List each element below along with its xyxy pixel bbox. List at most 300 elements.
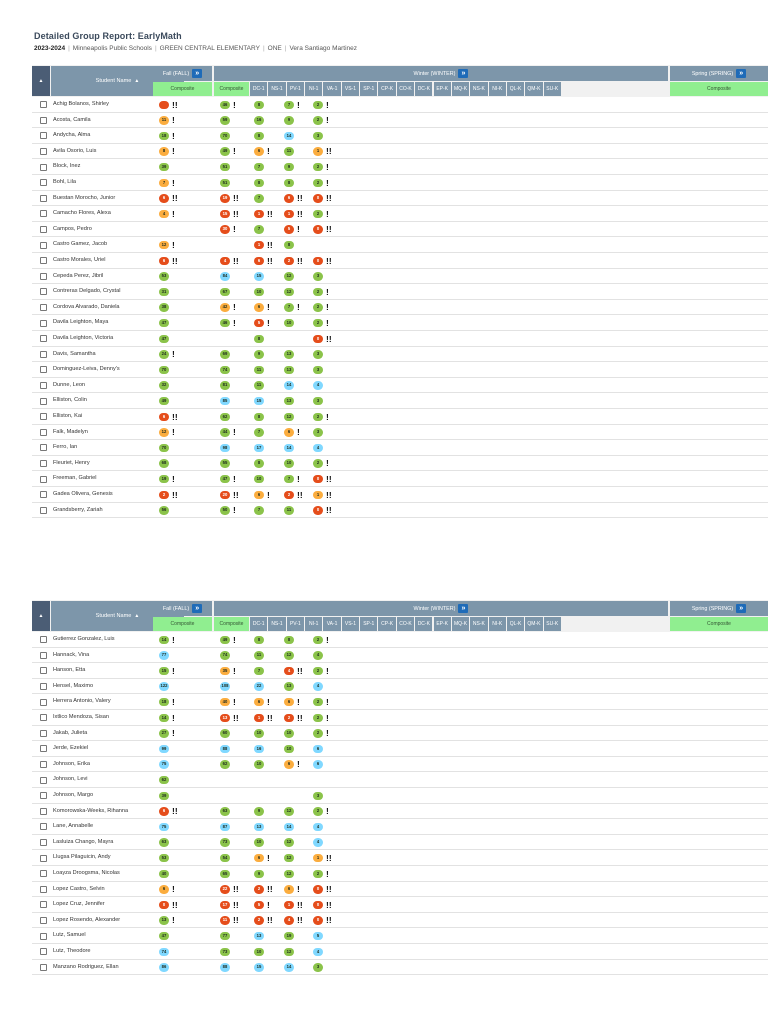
winter-col-dc-k[interactable]: DC-K bbox=[415, 82, 432, 96]
row-checkbox[interactable] bbox=[40, 460, 47, 467]
score-badge-green[interactable]: 54 bbox=[220, 854, 230, 863]
score-badge-green[interactable]: 11 bbox=[254, 651, 264, 660]
score-badge-green[interactable]: 68 bbox=[159, 459, 169, 468]
row-checkbox[interactable] bbox=[40, 964, 47, 971]
student-name[interactable]: Llugsa Pilaguicin, Andy bbox=[53, 854, 111, 861]
score-badge-red[interactable]: 5 bbox=[254, 901, 264, 910]
score-badge-orange[interactable]: 6 bbox=[284, 885, 294, 894]
score-badge-blue[interactable]: 6 bbox=[313, 760, 323, 769]
score-badge-red[interactable]: 0 bbox=[159, 901, 169, 910]
student-name[interactable]: Elliston, Kai bbox=[53, 413, 83, 419]
score-badge-red[interactable]: 2 bbox=[284, 714, 294, 723]
score-badge-green[interactable]: 47 bbox=[159, 319, 169, 328]
score-badge-orange[interactable]: 1 bbox=[313, 854, 323, 863]
score-badge-blue[interactable]: 14 bbox=[284, 381, 294, 390]
winter-col-ns-k[interactable]: NS-K bbox=[470, 617, 487, 631]
winter-col-qm-k[interactable]: QM-K bbox=[525, 82, 542, 96]
score-badge-green[interactable]: 3 bbox=[313, 132, 323, 141]
score-badge-green[interactable]: 27 bbox=[159, 729, 169, 738]
winter-col-vs-1[interactable]: VS-1 bbox=[342, 617, 359, 631]
score-badge-red[interactable]: 6 bbox=[159, 807, 169, 816]
score-badge-green[interactable]: 65 bbox=[220, 870, 230, 879]
student-name[interactable]: Elliston, Colin bbox=[53, 397, 87, 404]
student-name[interactable]: Johnson, Levi bbox=[53, 776, 88, 783]
student-name[interactable]: Block, Inez bbox=[53, 163, 81, 170]
score-badge-red[interactable]: 1 bbox=[284, 901, 294, 910]
score-badge-blue[interactable]: 13 bbox=[254, 932, 264, 941]
score-badge-blue[interactable]: 14 bbox=[284, 444, 294, 453]
score-badge-green[interactable]: 8 bbox=[284, 241, 294, 250]
score-badge-blue[interactable]: 74 bbox=[159, 948, 169, 957]
score-badge-green[interactable]: 77 bbox=[220, 932, 230, 941]
score-badge-red[interactable]: 0 bbox=[313, 194, 323, 203]
score-badge-blue[interactable]: 88 bbox=[220, 963, 230, 972]
score-badge-red[interactable]: 1 bbox=[254, 714, 264, 723]
score-badge-green[interactable]: 2 bbox=[313, 729, 323, 738]
student-name[interactable]: Camacho Flores, Alexa bbox=[53, 210, 111, 217]
sort-asc-icon[interactable]: ▲ bbox=[134, 78, 140, 84]
score-badge-blue[interactable]: 4 bbox=[313, 838, 323, 847]
score-badge-orange[interactable]: 6 bbox=[254, 698, 264, 707]
score-badge-green[interactable]: 2 bbox=[313, 807, 323, 816]
spring-header-expand-button[interactable]: » bbox=[736, 69, 746, 78]
score-badge-green[interactable]: 10 bbox=[254, 729, 264, 738]
winter-header-expand-button[interactable]: » bbox=[458, 604, 468, 613]
score-badge-green[interactable]: 59 bbox=[220, 116, 230, 125]
score-badge-green[interactable]: 13 bbox=[284, 397, 294, 406]
score-badge-green[interactable]: 7 bbox=[254, 667, 264, 676]
score-badge-green[interactable]: 47 bbox=[220, 475, 230, 484]
winter-col-ns-k[interactable]: NS-K bbox=[470, 82, 487, 96]
score-badge-red[interactable]: 0 bbox=[313, 916, 323, 925]
row-checkbox[interactable] bbox=[40, 444, 47, 451]
row-checkbox[interactable] bbox=[40, 413, 47, 420]
score-badge-green[interactable]: 2 bbox=[313, 116, 323, 125]
score-badge-blue[interactable]: 14 bbox=[284, 823, 294, 832]
score-badge-red[interactable]: 19 bbox=[220, 194, 230, 203]
score-badge-blue[interactable]: 84 bbox=[220, 272, 230, 281]
winter-col-ep-k[interactable]: EP-K bbox=[434, 617, 451, 631]
score-badge-green[interactable]: 11 bbox=[284, 147, 294, 156]
score-badge-green[interactable]: 10 bbox=[284, 459, 294, 468]
score-badge-orange[interactable]: 40 bbox=[220, 698, 230, 707]
score-badge-red[interactable]: 5 bbox=[254, 319, 264, 328]
student-name[interactable]: Jerde, Ezekiel bbox=[53, 745, 89, 752]
row-checkbox[interactable] bbox=[40, 777, 47, 784]
score-badge-green[interactable]: 13 bbox=[284, 682, 294, 691]
score-badge-green[interactable]: 3 bbox=[313, 792, 323, 801]
student-name[interactable]: Cordova Alvarado, Daniela bbox=[53, 303, 120, 310]
row-checkbox[interactable] bbox=[40, 226, 47, 233]
spring-composite-header[interactable]: Composite bbox=[670, 617, 768, 631]
score-badge-green[interactable]: 8 bbox=[254, 132, 264, 141]
score-badge-green[interactable]: 2 bbox=[313, 714, 323, 723]
score-badge-green[interactable]: 12 bbox=[284, 870, 294, 879]
winter-col-composite[interactable]: Composite bbox=[214, 82, 249, 96]
score-badge-orange[interactable]: 1 bbox=[313, 491, 323, 500]
score-badge-green[interactable]: 18 bbox=[159, 132, 169, 141]
score-badge-red[interactable]: 17 bbox=[220, 901, 230, 910]
score-badge-green[interactable]: 8 bbox=[254, 179, 264, 188]
score-badge-green[interactable]: 13 bbox=[284, 366, 294, 375]
score-badge-red[interactable]: 6 bbox=[159, 257, 169, 266]
student-name[interactable]: Lasluiza Chango, Mayra bbox=[53, 838, 114, 845]
score-badge-blue[interactable]: 4 bbox=[313, 823, 323, 832]
score-badge-green[interactable]: 2 bbox=[313, 288, 323, 297]
score-badge-green[interactable]: 10 bbox=[254, 760, 264, 769]
score-badge-green[interactable]: 10 bbox=[284, 745, 294, 754]
score-badge-green[interactable]: 3 bbox=[313, 350, 323, 359]
score-badge-green[interactable]: 44 bbox=[220, 428, 230, 437]
score-badge-green[interactable]: 3 bbox=[313, 963, 323, 972]
score-badge-red[interactable]: 1 bbox=[254, 241, 264, 250]
winter-col-co-k[interactable]: CO-K bbox=[397, 82, 414, 96]
score-badge-blue[interactable]: 85 bbox=[220, 397, 230, 406]
score-badge-orange[interactable]: 6 bbox=[159, 885, 169, 894]
winter-header-expand-button[interactable]: » bbox=[458, 69, 468, 78]
row-checkbox[interactable] bbox=[40, 320, 47, 327]
score-badge-green[interactable]: 2 bbox=[313, 319, 323, 328]
select-all-sort-icon[interactable]: ▲ bbox=[32, 601, 50, 631]
score-badge-green[interactable]: 10 bbox=[254, 475, 264, 484]
student-name[interactable]: Davila Leighton, Maya bbox=[53, 319, 109, 326]
score-badge-green[interactable]: 47 bbox=[159, 932, 169, 941]
winter-col-dc-1[interactable]: DC-1 bbox=[250, 82, 267, 96]
score-badge-green[interactable]: 8 bbox=[254, 335, 264, 344]
winter-col-su-k[interactable]: SU-K bbox=[544, 617, 561, 631]
score-badge-red[interactable]: 6 bbox=[159, 194, 169, 203]
score-badge-blue[interactable]: 13 bbox=[254, 823, 264, 832]
fall-header-expand-button[interactable]: » bbox=[192, 69, 202, 78]
winter-col-ql-k[interactable]: QL-K bbox=[507, 617, 524, 631]
score-badge-orange[interactable]: 6 bbox=[254, 491, 264, 500]
row-checkbox[interactable] bbox=[40, 242, 47, 249]
row-checkbox[interactable] bbox=[40, 304, 47, 311]
score-badge-green[interactable]: 10 bbox=[254, 288, 264, 297]
score-badge-red[interactable]: 6 bbox=[159, 413, 169, 422]
score-badge-green[interactable]: 7 bbox=[284, 101, 294, 110]
score-badge-blue[interactable]: 14 bbox=[284, 963, 294, 972]
score-badge-blue[interactable]: 22 bbox=[254, 682, 264, 691]
student-name[interactable]: Freeman, Gabriel bbox=[53, 475, 97, 482]
student-name[interactable]: Loayza Droogsma, Nicolas bbox=[53, 870, 120, 876]
score-badge-red[interactable]: 0 bbox=[313, 257, 323, 266]
score-badge-green[interactable]: 7 bbox=[254, 428, 264, 437]
student-name[interactable]: Castro Morales, Uriel bbox=[53, 257, 106, 263]
score-badge-green[interactable]: 12 bbox=[284, 807, 294, 816]
score-badge-orange[interactable]: 8 bbox=[159, 147, 169, 156]
row-checkbox[interactable] bbox=[40, 491, 47, 498]
score-badge-green[interactable]: 14 bbox=[159, 714, 169, 723]
row-checkbox[interactable] bbox=[40, 948, 47, 955]
student-name[interactable]: Grandsberry, Zariah bbox=[53, 506, 103, 513]
row-checkbox[interactable] bbox=[40, 792, 47, 799]
score-badge-green[interactable]: 2 bbox=[313, 413, 323, 422]
student-name[interactable]: Hanson, Etta bbox=[53, 667, 86, 674]
winter-col-va-1[interactable]: VA-1 bbox=[323, 82, 340, 96]
student-name[interactable]: Hensel, Maximo bbox=[53, 682, 94, 689]
row-checkbox[interactable] bbox=[40, 683, 47, 690]
select-all-sort-icon[interactable]: ▲ bbox=[32, 66, 50, 96]
row-checkbox[interactable] bbox=[40, 886, 47, 893]
score-badge-red[interactable]: 4 bbox=[220, 257, 230, 266]
score-badge-blue[interactable]: 6 bbox=[313, 745, 323, 754]
row-checkbox[interactable] bbox=[40, 164, 47, 171]
breadcrumb-grade[interactable]: ONE bbox=[267, 45, 282, 52]
score-badge-green[interactable]: 56 bbox=[159, 506, 169, 515]
winter-col-ni-k[interactable]: NI-K bbox=[489, 82, 506, 96]
score-badge-red[interactable]: 13 bbox=[220, 714, 230, 723]
winter-col-cp-k[interactable]: CP-K bbox=[378, 82, 395, 96]
fall-header-expand-button[interactable]: » bbox=[192, 604, 202, 613]
score-badge-green[interactable]: 4 bbox=[313, 651, 323, 660]
student-name[interactable]: Buestan Morocho, Junior bbox=[53, 194, 116, 201]
row-checkbox[interactable] bbox=[40, 507, 47, 514]
row-checkbox[interactable] bbox=[40, 917, 47, 924]
score-badge-green[interactable]: 49 bbox=[220, 636, 230, 645]
winter-col-cp-k[interactable]: CP-K bbox=[378, 617, 395, 631]
score-badge-green[interactable]: 74 bbox=[220, 651, 230, 660]
winter-col-qm-k[interactable]: QM-K bbox=[525, 617, 542, 631]
score-badge-orange[interactable]: 12 bbox=[159, 241, 169, 250]
score-badge-green[interactable]: 12 bbox=[284, 288, 294, 297]
score-badge-green[interactable]: 2 bbox=[313, 698, 323, 707]
student-name[interactable]: Andycha, Alma bbox=[53, 132, 91, 139]
winter-col-su-k[interactable]: SU-K bbox=[544, 82, 561, 96]
row-checkbox[interactable] bbox=[40, 761, 47, 768]
winter-col-co-k[interactable]: CO-K bbox=[397, 617, 414, 631]
score-badge-orange[interactable]: 12 bbox=[159, 428, 169, 437]
score-badge-green[interactable]: 11 bbox=[254, 366, 264, 375]
score-badge-green[interactable]: 12 bbox=[284, 948, 294, 957]
score-badge-green[interactable]: 13 bbox=[159, 916, 169, 925]
score-badge-red[interactable]: 0 bbox=[313, 506, 323, 515]
winter-col-ql-k[interactable]: QL-K bbox=[507, 82, 524, 96]
winter-col-mq-k[interactable]: MQ-K bbox=[452, 82, 469, 96]
score-badge-blue[interactable]: 86 bbox=[159, 963, 169, 972]
row-checkbox[interactable] bbox=[40, 667, 47, 674]
score-badge-green[interactable]: 9 bbox=[284, 116, 294, 125]
score-badge-green[interactable]: 69 bbox=[220, 350, 230, 359]
student-name[interactable]: Lane, Annabelle bbox=[53, 823, 94, 830]
spring-composite-header[interactable]: Composite bbox=[670, 82, 768, 96]
winter-col-ni-1[interactable]: NI-1 bbox=[305, 617, 322, 631]
score-badge-green[interactable]: 9 bbox=[284, 163, 294, 172]
score-badge-green[interactable]: 2 bbox=[313, 179, 323, 188]
score-badge-blue[interactable]: 77 bbox=[159, 651, 169, 660]
score-badge-green[interactable]: 7 bbox=[254, 225, 264, 234]
score-badge-green[interactable]: 40 bbox=[159, 870, 169, 879]
score-badge-blue[interactable]: 122 bbox=[159, 682, 169, 691]
student-name[interactable]: Lopez Rosendo, Alexander bbox=[53, 916, 121, 923]
student-name[interactable]: Lopez Castro, Selvin bbox=[53, 885, 105, 892]
row-checkbox[interactable] bbox=[40, 901, 47, 908]
score-badge-red[interactable]: 1 bbox=[284, 210, 294, 219]
row-checkbox[interactable] bbox=[40, 808, 47, 815]
student-name[interactable]: Campos, Pedro bbox=[53, 225, 92, 232]
score-badge-green[interactable]: 11 bbox=[284, 506, 294, 515]
breadcrumb-district[interactable]: Minneapolis Public Schools bbox=[72, 45, 152, 52]
score-badge-orange[interactable]: 35 bbox=[220, 667, 230, 676]
score-badge-green[interactable]: 10 bbox=[254, 948, 264, 957]
score-badge-green[interactable]: 74 bbox=[220, 366, 230, 375]
score-badge-red[interactable]: 4 bbox=[284, 667, 294, 676]
score-badge-green[interactable]: 81 bbox=[220, 381, 230, 390]
score-badge-green[interactable]: 53 bbox=[159, 854, 169, 863]
score-badge-green[interactable]: 2 bbox=[313, 667, 323, 676]
score-badge-red[interactable]: 30 bbox=[220, 225, 230, 234]
student-name[interactable]: Achig Bolanos, Shirley bbox=[53, 101, 109, 107]
score-badge-green[interactable]: 50 bbox=[220, 506, 230, 515]
breadcrumb-school[interactable]: GREEN CENTRAL ELEMENTARY bbox=[159, 45, 260, 52]
score-badge-green[interactable]: 3 bbox=[313, 366, 323, 375]
score-badge-green[interactable]: 19 bbox=[159, 475, 169, 484]
score-badge-green[interactable]: 8 bbox=[284, 636, 294, 645]
winter-col-ni-k[interactable]: NI-K bbox=[489, 617, 506, 631]
score-badge-orange[interactable]: 42 bbox=[220, 303, 230, 312]
score-badge-green[interactable]: 7 bbox=[254, 194, 264, 203]
student-name[interactable]: Davis, Samantha bbox=[53, 350, 96, 357]
score-badge-green[interactable]: 24 bbox=[159, 350, 169, 359]
score-badge-red[interactable]: 0 bbox=[313, 901, 323, 910]
row-checkbox[interactable] bbox=[40, 636, 47, 643]
winter-col-ns-1[interactable]: NS-1 bbox=[268, 82, 285, 96]
student-name[interactable]: Johnson, Erika bbox=[53, 760, 91, 767]
score-badge-green[interactable]: 12 bbox=[284, 854, 294, 863]
score-badge-green[interactable]: 11 bbox=[254, 381, 264, 390]
row-checkbox[interactable] bbox=[40, 398, 47, 405]
winter-col-dc-1[interactable]: DC-1 bbox=[250, 617, 267, 631]
score-badge-orange[interactable]: 6 bbox=[254, 303, 264, 312]
student-name[interactable]: Komorowska-Weeks, Rihanna bbox=[53, 807, 129, 814]
fall-composite-header[interactable]: Composite bbox=[153, 82, 212, 96]
score-badge-green[interactable]: 12 bbox=[284, 272, 294, 281]
score-badge-green[interactable]: 31 bbox=[159, 288, 169, 297]
score-badge-green[interactable]: 8 bbox=[254, 413, 264, 422]
fall-composite-header[interactable]: Composite bbox=[153, 617, 212, 631]
winter-col-sp-1[interactable]: SP-1 bbox=[360, 82, 377, 96]
winter-col-ns-1[interactable]: NS-1 bbox=[268, 617, 285, 631]
student-name[interactable]: Gutierrez Gonzalez, Luis bbox=[53, 636, 115, 642]
spring-header-expand-button[interactable]: » bbox=[736, 604, 746, 613]
winter-col-dc-k[interactable]: DC-K bbox=[415, 617, 432, 631]
student-name[interactable]: Acosta, Camila bbox=[53, 116, 91, 123]
score-badge-red[interactable]: 6 bbox=[254, 257, 264, 266]
score-badge-green[interactable]: 10 bbox=[284, 729, 294, 738]
score-badge-green[interactable]: 7 bbox=[254, 163, 264, 172]
row-checkbox[interactable] bbox=[40, 870, 47, 877]
student-name[interactable]: Ferro, Ian bbox=[53, 444, 78, 451]
student-name[interactable]: Jakab, Julieta bbox=[53, 729, 88, 736]
score-badge-green[interactable]: 8 bbox=[254, 101, 264, 110]
winter-col-sp-1[interactable]: SP-1 bbox=[360, 617, 377, 631]
row-checkbox[interactable] bbox=[40, 257, 47, 264]
row-checkbox[interactable] bbox=[40, 855, 47, 862]
student-name[interactable]: Lutz, Theodore bbox=[53, 948, 91, 954]
row-checkbox[interactable] bbox=[40, 273, 47, 280]
winter-col-composite[interactable]: Composite bbox=[214, 617, 249, 631]
score-badge-blue[interactable]: 15 bbox=[254, 963, 264, 972]
row-checkbox[interactable] bbox=[40, 382, 47, 389]
score-badge-red[interactable]: 20 bbox=[220, 491, 230, 500]
row-checkbox[interactable] bbox=[40, 652, 47, 659]
score-badge-green[interactable]: 8 bbox=[284, 179, 294, 188]
score-badge-green[interactable]: 16 bbox=[254, 116, 264, 125]
score-badge-red[interactable] bbox=[159, 101, 169, 110]
score-badge-red[interactable]: 22 bbox=[220, 885, 230, 894]
score-badge-green[interactable]: 14 bbox=[159, 636, 169, 645]
score-badge-green[interactable]: 2 bbox=[313, 101, 323, 110]
score-badge-blue[interactable]: 5 bbox=[313, 932, 323, 941]
score-badge-red[interactable]: 11 bbox=[220, 916, 230, 925]
score-badge-green[interactable]: 63 bbox=[159, 838, 169, 847]
student-name[interactable]: Lutz, Samuel bbox=[53, 932, 86, 939]
score-badge-green[interactable]: 3 bbox=[313, 397, 323, 406]
score-badge-blue[interactable]: 4 bbox=[313, 948, 323, 957]
row-checkbox[interactable] bbox=[40, 933, 47, 940]
student-name[interactable]: Manzano Rodriguez, Ellan bbox=[53, 963, 119, 970]
score-badge-green[interactable]: 12 bbox=[284, 838, 294, 847]
score-badge-green[interactable]: 2 bbox=[313, 303, 323, 312]
score-badge-green[interactable]: 70 bbox=[159, 366, 169, 375]
score-badge-blue[interactable]: 16 bbox=[254, 745, 264, 754]
student-name[interactable]: Castro Gamez, Jacob bbox=[53, 241, 108, 248]
score-badge-green[interactable]: 2 bbox=[313, 459, 323, 468]
score-badge-blue[interactable]: 87 bbox=[220, 823, 230, 832]
score-badge-red[interactable]: 0 bbox=[313, 475, 323, 484]
score-badge-blue[interactable]: 17 bbox=[254, 444, 264, 453]
row-checkbox[interactable] bbox=[40, 745, 47, 752]
winter-col-va-1[interactable]: VA-1 bbox=[323, 617, 340, 631]
row-checkbox[interactable] bbox=[40, 148, 47, 155]
winter-col-mq-k[interactable]: MQ-K bbox=[452, 617, 469, 631]
student-name[interactable]: Lopez Cruz, Jennifer bbox=[53, 901, 105, 908]
score-badge-red[interactable]: 0 bbox=[313, 885, 323, 894]
student-name[interactable]: Avila Osorio, Luis bbox=[53, 147, 97, 154]
score-badge-blue[interactable]: 15 bbox=[254, 397, 264, 406]
score-badge-red[interactable]: 2 bbox=[254, 885, 264, 894]
score-badge-green[interactable]: 19 bbox=[284, 932, 294, 941]
score-badge-red[interactable]: 2 bbox=[254, 916, 264, 925]
winter-col-vs-1[interactable]: VS-1 bbox=[342, 82, 359, 96]
score-badge-green[interactable]: 8 bbox=[254, 459, 264, 468]
score-badge-orange[interactable]: 6 bbox=[284, 698, 294, 707]
row-checkbox[interactable] bbox=[40, 823, 47, 830]
score-badge-red[interactable]: 2 bbox=[159, 491, 169, 500]
score-badge-orange[interactable]: 6 bbox=[284, 428, 294, 437]
student-name[interactable]: Davila Leighton, Victoria bbox=[53, 335, 114, 341]
score-badge-orange[interactable]: 11 bbox=[159, 116, 169, 125]
score-badge-green[interactable]: 3 bbox=[313, 428, 323, 437]
score-badge-red[interactable]: 0 bbox=[313, 335, 323, 344]
score-badge-orange[interactable]: 4 bbox=[159, 210, 169, 219]
score-badge-red[interactable]: 4 bbox=[284, 916, 294, 925]
score-badge-orange[interactable]: 6 bbox=[254, 854, 264, 863]
score-badge-green[interactable]: 10 bbox=[284, 319, 294, 328]
student-name[interactable]: Fleuriet, Henry bbox=[53, 459, 90, 466]
score-badge-green[interactable]: 12 bbox=[284, 651, 294, 660]
score-badge-red[interactable]: 15 bbox=[220, 210, 230, 219]
score-badge-green[interactable]: 47 bbox=[159, 335, 169, 344]
row-checkbox[interactable] bbox=[40, 730, 47, 737]
score-badge-green[interactable]: 46 bbox=[220, 319, 230, 328]
score-badge-blue[interactable]: 99 bbox=[159, 745, 169, 754]
row-checkbox[interactable] bbox=[40, 476, 47, 483]
score-badge-green[interactable]: 49 bbox=[159, 397, 169, 406]
score-badge-red[interactable]: 6 bbox=[284, 194, 294, 203]
score-badge-green[interactable]: 2 bbox=[313, 870, 323, 879]
score-badge-green[interactable]: 38 bbox=[159, 303, 169, 312]
